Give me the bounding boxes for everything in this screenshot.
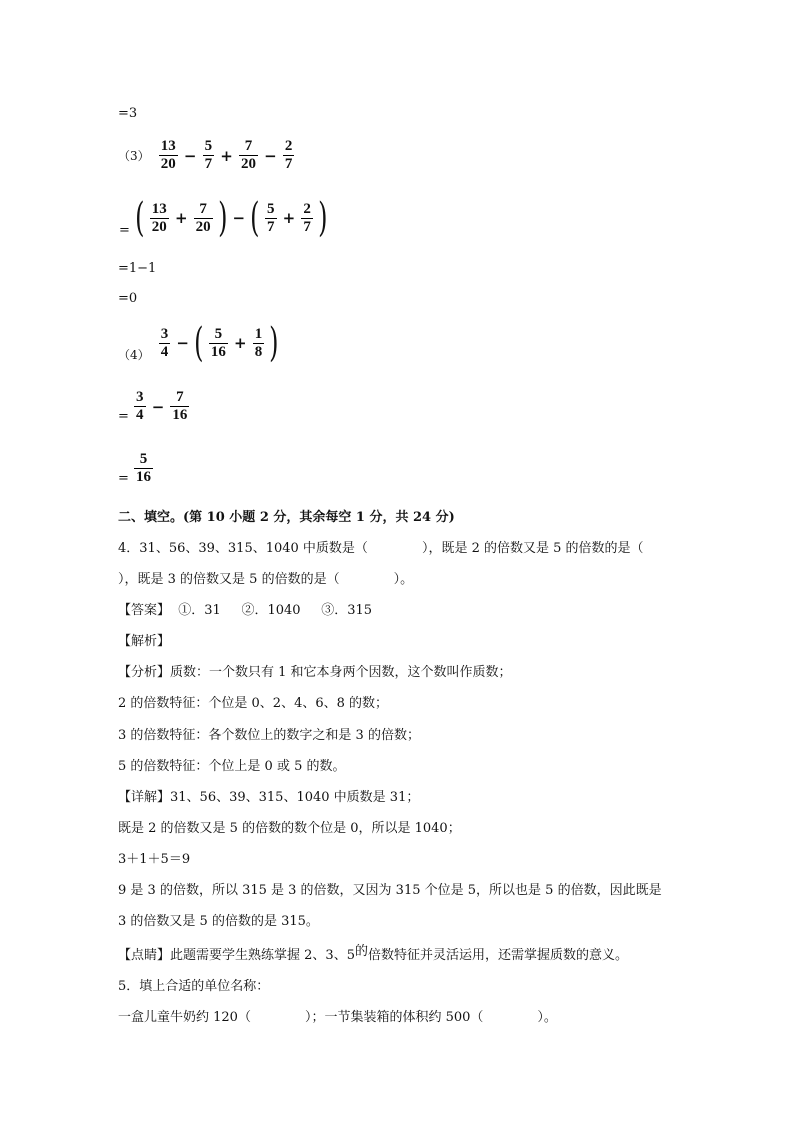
step-equals-0: =0 [118,291,138,306]
problem-4-step-1: = $\frac{3}{4}$ − $\frac{7}{16}$ [118,389,188,424]
question-4-line-1: 4．31、56、39、315、1040 中质数是（ ），既是 2 的倍数又是 5 的倍数的是（ [118,541,644,556]
fraction: $\frac{2}{7}$ [303,200,311,235]
left-paren: ( [135,195,145,241]
fraction: $\frac{5}{7}$ [204,138,213,172]
fraction: $\frac{5}{16}$ [210,325,226,360]
fraction: $\frac{2}{7}$ [284,138,293,172]
answer-label: 【答案】 [118,603,171,618]
digit-sum-line: 3＋1＋5＝9 [118,852,191,867]
nine-multiple-line: 9 是 3 的倍数，所以 315 是 3 的倍数，又因为 315 个位是 5，所以也是 5 的倍数，因此既是 [118,883,662,898]
problem-4-label: （4） [118,348,150,362]
section-heading: 二、填空。(第 10 小题 2 分，其余每空 1 分，共 24 分) [118,510,455,525]
answer-values: ①．31 ②．1040 ③．315 [170,603,373,618]
operator: − [264,146,277,165]
fraction: $\frac{3}{4}$ [160,325,169,360]
fraction: $\frac{13}{20}$ [160,138,176,172]
left-paren: ( [194,320,204,366]
fraction: $\frac{7}{20}$ [241,138,256,172]
step-1-minus-1: =1−1 [118,261,157,276]
right-paren: ) [269,320,279,366]
problem-4-result: = $\frac{5}{16}$ [118,451,152,486]
fraction: $\frac{13}{20}$ [151,200,167,235]
left-paren: ( [250,195,260,241]
operator: + [220,146,233,165]
detail-line: 【详解】31、56、39、315、1040 中质数是 31； [118,790,420,805]
problem-4-expression: （4） $\frac{3}{4}$ − ( $\frac{5}{16}$ + $\frac{1}{8}$ ) [118,320,279,366]
fraction: $\frac{7}{20}$ [195,200,211,235]
step-equals-3: =3 [118,106,138,121]
fraction: $\frac{3}{4}$ [136,389,144,423]
answer-line [118,601,372,621]
fraction: $\frac{7}{16}$ [172,389,188,423]
comment-line: 【点睛】此题需要学生熟练掌握 2、3、5的倍数特征并灵活运用，还需掌握质数的意义。 [118,944,628,963]
multiple-of-2-rule: 2 的倍数特征：个位是 0、2、4、6、8 的数； [118,696,389,711]
analysis-label: 【解析】 [118,634,171,649]
problem-3-label: （3） [118,149,150,163]
fraction: $\frac{1}{8}$ [254,325,263,360]
both-2-and-5-line: 既是 2 的倍数又是 5 的倍数的数个位是 0，所以是 1040； [118,821,461,836]
question-5-line: 一盒儿童牛奶约 120（ ）；一节集装箱的体积约 500（ ）。 [118,1010,557,1025]
question-5-title: 5．填上合适的单位名称： [118,979,270,994]
multiple-of-3-rule: 3 的倍数特征：各个数位上的数字之和是 3 的倍数； [118,728,420,743]
fraction: $\frac{5}{7}$ [267,200,275,235]
right-paren: ) [217,195,228,241]
problem-3-expression [118,138,295,173]
operator: − [183,146,197,165]
problem-3-step-1: = ( $\frac{13}{20}$ + $\frac{7}{20}$ ) − ( $\frac{5}{7}$ + $\frac{2}{7}$ ) [119,195,328,241]
fraction: $\frac{5}{16}$ [136,451,152,485]
fenxi-line: 【分析】质数：一个数只有 1 和它本身两个因数，这个数叫作质数； [118,665,512,680]
question-4-line-2: ），既是 3 的倍数又是 5 的倍数的是（ ）。 [118,572,414,587]
right-paren: ) [318,195,328,241]
both-3-and-5-line: 3 的倍数又是 5 的倍数的是 315。 [118,914,319,929]
multiple-of-5-rule: 5 的倍数特征：个位上是 0 或 5 的数。 [118,759,346,774]
